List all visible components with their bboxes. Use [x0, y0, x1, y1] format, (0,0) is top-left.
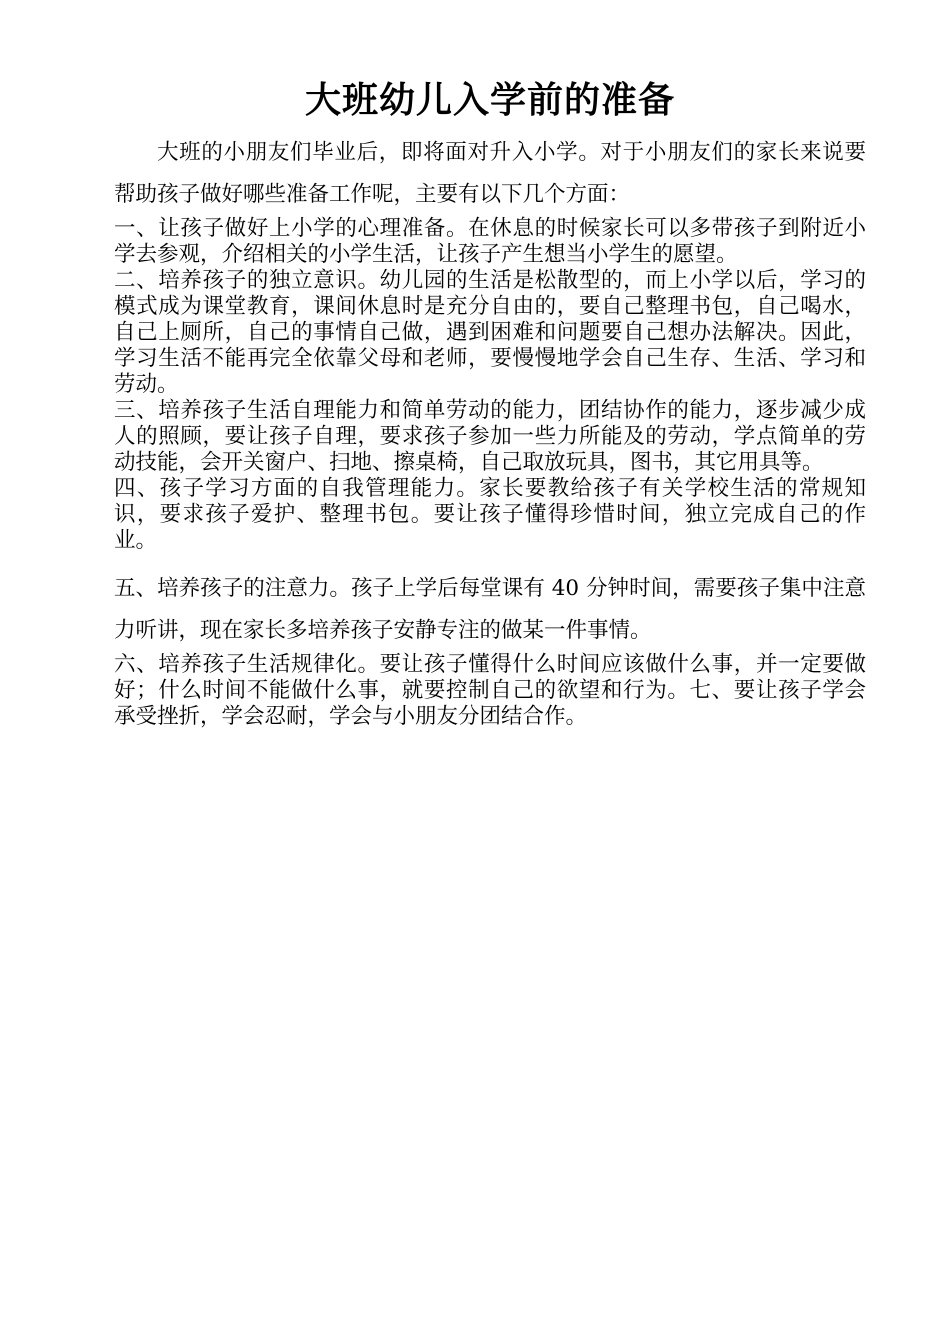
- section-6-paragraph: 六、培养孩子生活规律化。要让孩子懂得什么时间应该做什么事，并一定要做好；什么时间不能做什么事，就要控制自己的欲望和行为。七、要让孩子学会承受挫折，学会忍耐，学会与小朋友分团结合作。: [114, 652, 866, 729]
- section-4-paragraph: 四、孩子学习方面的自我管理能力。家长要教给孩子有关学校生活的常规知识，要求孩子爱护、整理书包。要让孩子懂得珍惜时间，独立完成自己的作业。: [114, 476, 866, 553]
- section-2-paragraph: 二、培养孩子的独立意识。幼儿园的生活是松散型的，而上小学以后，学习的模式成为课堂教育，课间休息时是充分自由的，要自己整理书包，自己喝水，自己上厕所，自己的事情自己做，遇到困难和问题要自己想办法解决。因此，学习生活不能再完全依靠父母和老师，要慢慢地学会自己生存、生活、学习和劳动。: [114, 268, 866, 397]
- section-1-paragraph: 一、让孩子做好上小学的心理准备。在休息的时候家长可以多带孩子到附近小学去参观，介绍相关的小学生活，让孩子产生想当小学生的愿望。: [114, 216, 866, 267]
- document-title: 大班幼儿入学前的准备: [304, 80, 675, 121]
- section-5-paragraph: 五、培养孩子的注意力。孩子上学后每堂课有 40 分钟时间，需要孩子集中注意力听讲，现在家长多培养孩子安静专注的做某一件事情。: [114, 576, 866, 643]
- intro-paragraph: 大班的小朋友们毕业后，即将面对升入小学。对于小朋友们的家长来说要帮助孩子做好哪些准备工作呢，主要有以下几个方面：: [114, 140, 866, 207]
- section-3-paragraph: 三、培养孩子生活自理能力和简单劳动的能力，团结协作的能力，逐步减少成人的照顾，要让孩子自理，要求孩子参加一些力所能及的劳动，学点简单的劳动技能，会开关窗户、扫地、擦桌椅，自己取放玩具，图书，其它用具等。: [114, 398, 866, 475]
- document-page: [114, 72, 866, 730]
